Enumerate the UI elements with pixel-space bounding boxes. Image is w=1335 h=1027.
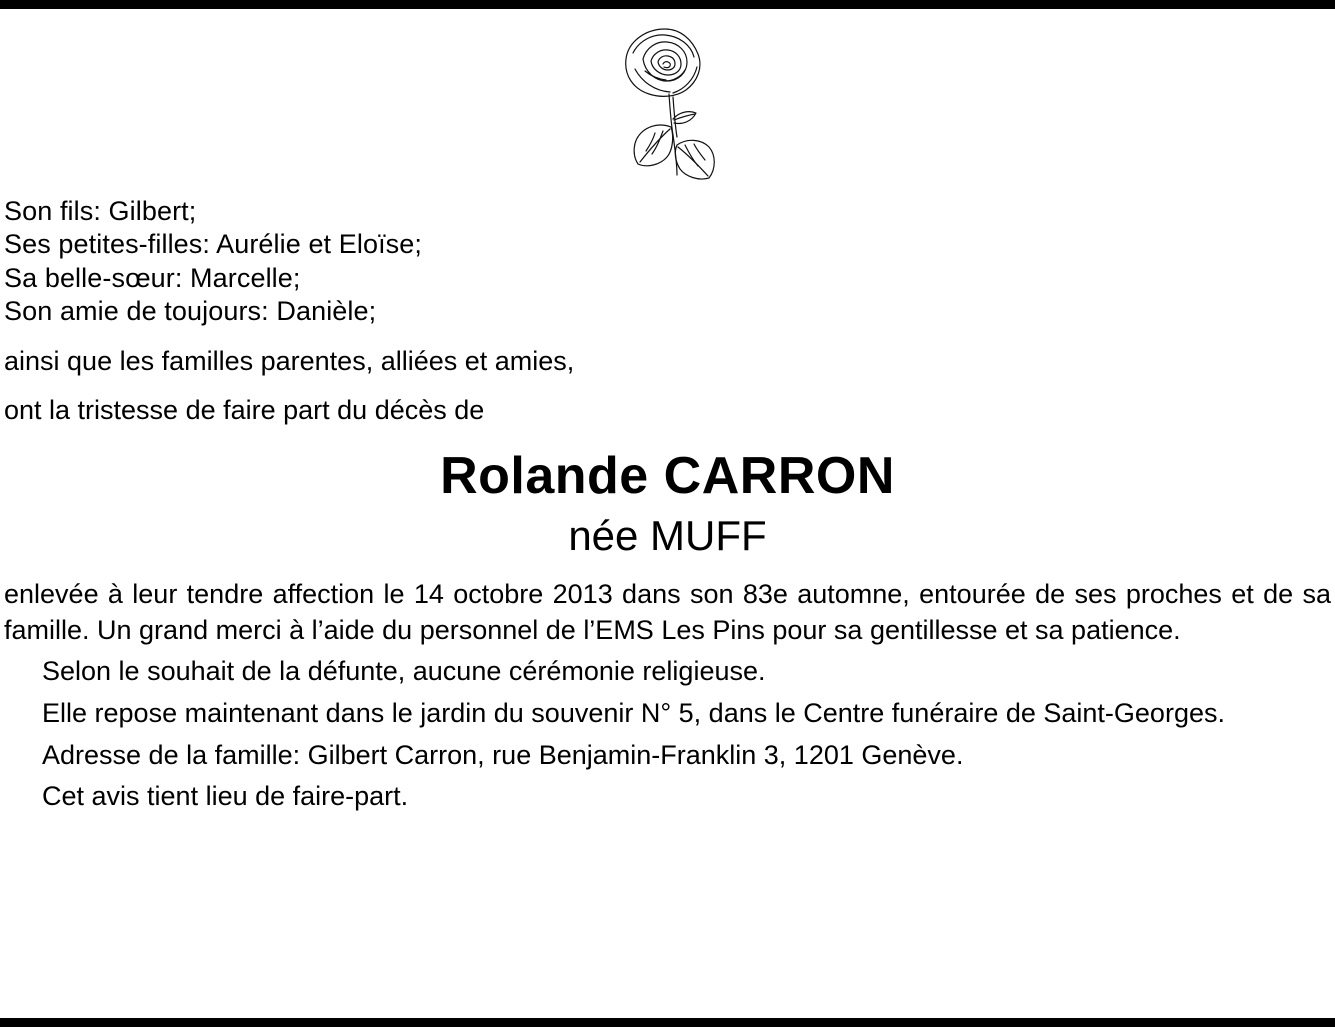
notice-content bbox=[0, 9, 1335, 815]
top-rule bbox=[0, 0, 1335, 9]
relatives-line: ainsi que les familles parentes, alliées et amies, bbox=[4, 345, 575, 376]
emblem-container bbox=[4, 9, 1331, 189]
deceased-maiden-name: née MUFF bbox=[568, 512, 767, 559]
rose-flower-illustration-icon bbox=[613, 23, 723, 191]
family-line: Son amie de toujours: Danièle; bbox=[4, 296, 377, 327]
deceased-name: Rolande CARRON bbox=[440, 446, 895, 505]
bottom-rule bbox=[0, 1018, 1335, 1027]
family-line: Ses petites-filles: Aurélie et Eloïse; bbox=[4, 229, 423, 260]
family-line: Son fils: Gilbert; bbox=[4, 196, 197, 226]
announcement-line: ont la tristesse de faire part du décès de bbox=[4, 395, 485, 426]
body-paragraph: enlevée à leur tendre affection le 14 octobre 2013 dans son 83e automne, entourée de ses proches et de sa famille. Un grand merci à l’aide du personnel de l’EMS Les Pins pour sa gentillesse et sa patience. bbox=[4, 579, 1331, 645]
body-paragraph: Selon le souhait de la défunte, aucune cérémonie religieuse. bbox=[42, 656, 766, 687]
family-list bbox=[4, 195, 1331, 329]
body-paragraph: Elle repose maintenant dans le jardin du souvenir N° 5, dans le Centre funéraire de Saint-Georges. bbox=[42, 698, 1225, 729]
family-line: Sa belle-sœur: Marcelle; bbox=[4, 262, 301, 293]
body-paragraph: Cet avis tient lieu de faire-part. bbox=[42, 781, 409, 812]
body-paragraph: Adresse de la famille: Gilbert Carron, rue Benjamin-Franklin 3, 1201 Genève. bbox=[42, 739, 964, 770]
notice-body bbox=[4, 577, 1331, 815]
